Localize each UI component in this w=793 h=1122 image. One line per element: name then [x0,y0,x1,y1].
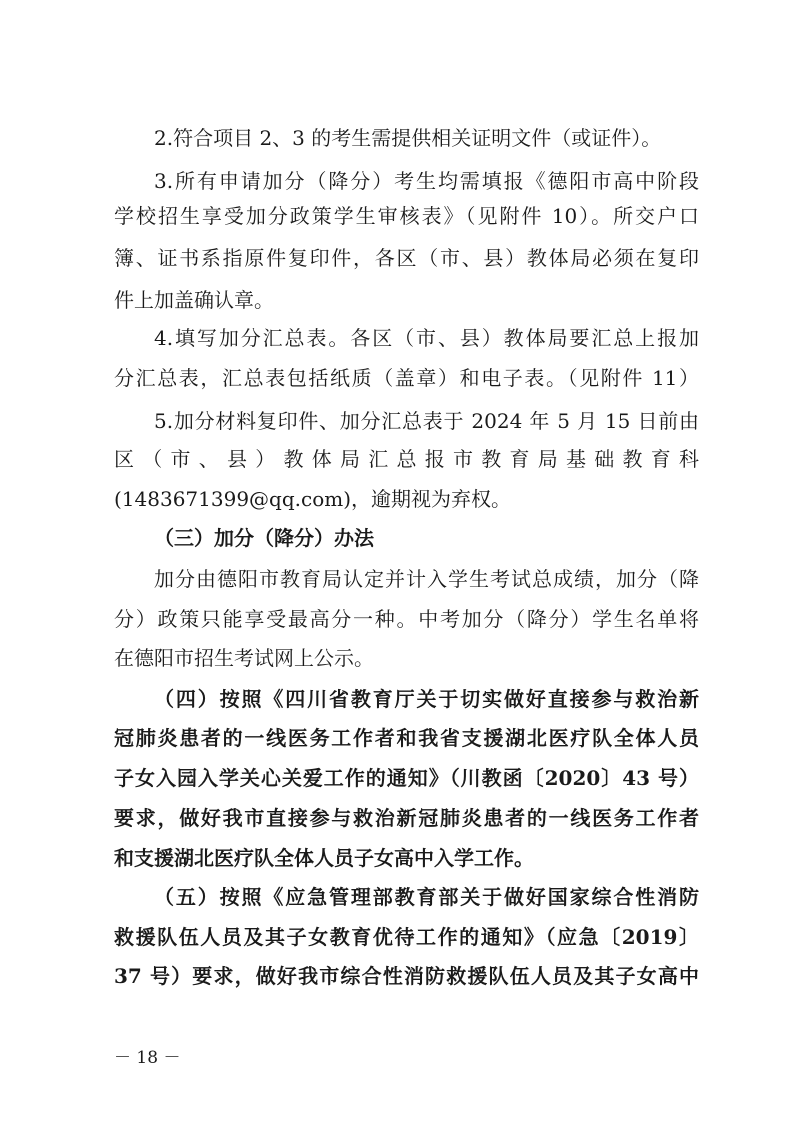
bold-paragraph-line: （四）按照《四川省教育厅关于切实做好直接参与救治新 [154,687,699,711]
paragraph-line: 件上加盖确认章。 [114,288,274,312]
paragraph-line: 5.加分材料复印件、加分汇总表于 2024 年 5 月 15 日前由 [154,409,699,433]
bold-paragraph-line: 和支援湖北医疗队全体人员子女高中入学工作。 [114,846,534,870]
bold-paragraph-line: 救援队伍人员及其子女教育优待工作的通知》（应急〔2019〕 [114,925,699,949]
paragraph-line: 2.符合项目 2、3 的考生需提供相关证明文件（或证件）。 [154,126,662,150]
paragraph-line: 簿、证书系指原件复印件，各区（市、县）教体局必须在复印 [114,246,699,270]
paragraph-line: 区（市、县）教体局汇总报市教育局基础教育科 [114,447,699,471]
bold-paragraph-line: 要求，做好我市直接参与救治新冠肺炎患者的一线医务工作者 [114,806,699,830]
paragraph-line: 3.所有申请加分（降分）考生均需填报《德阳市高中阶段 [154,169,699,193]
paragraph-line: 分汇总表，汇总表包括纸质（盖章）和电子表。（见附件 11） [114,366,699,390]
paragraph-line: 学校招生享受加分政策学生审核表》（见附件 10）。所交户口 [114,204,699,228]
bold-paragraph-line: 子女入园入学关心关爱工作的通知》（川教函〔2020〕43 号） [114,766,699,790]
paragraph-line: 4.填写加分汇总表。各区（市、县）教体局要汇总上报加 [154,326,699,350]
bold-paragraph-line: （五）按照《应急管理部教育部关于做好国家综合性消防 [154,885,699,909]
paragraph-line: (1483671399@qq.com)，逾期视为弃权。 [114,487,512,511]
paragraph-line: 在德阳市招生考试网上公示。 [114,646,374,670]
bold-paragraph-line: 冠肺炎患者的一线医务工作者和我省支援湖北医疗队全体人员 [114,726,699,750]
bold-paragraph-line: 37 号）要求，做好我市综合性消防救援队伍人员及其子女高中 [114,964,699,988]
paragraph-line: 加分由德阳市教育局认定并计入学生考试总成绩，加分（降 [154,567,699,591]
paragraph-line: 分）政策只能享受最高分一种。中考加分（降分）学生名单将 [114,607,699,631]
section-heading: （三）加分（降分）办法 [154,526,374,550]
page-number: － 18 － [114,1048,181,1068]
